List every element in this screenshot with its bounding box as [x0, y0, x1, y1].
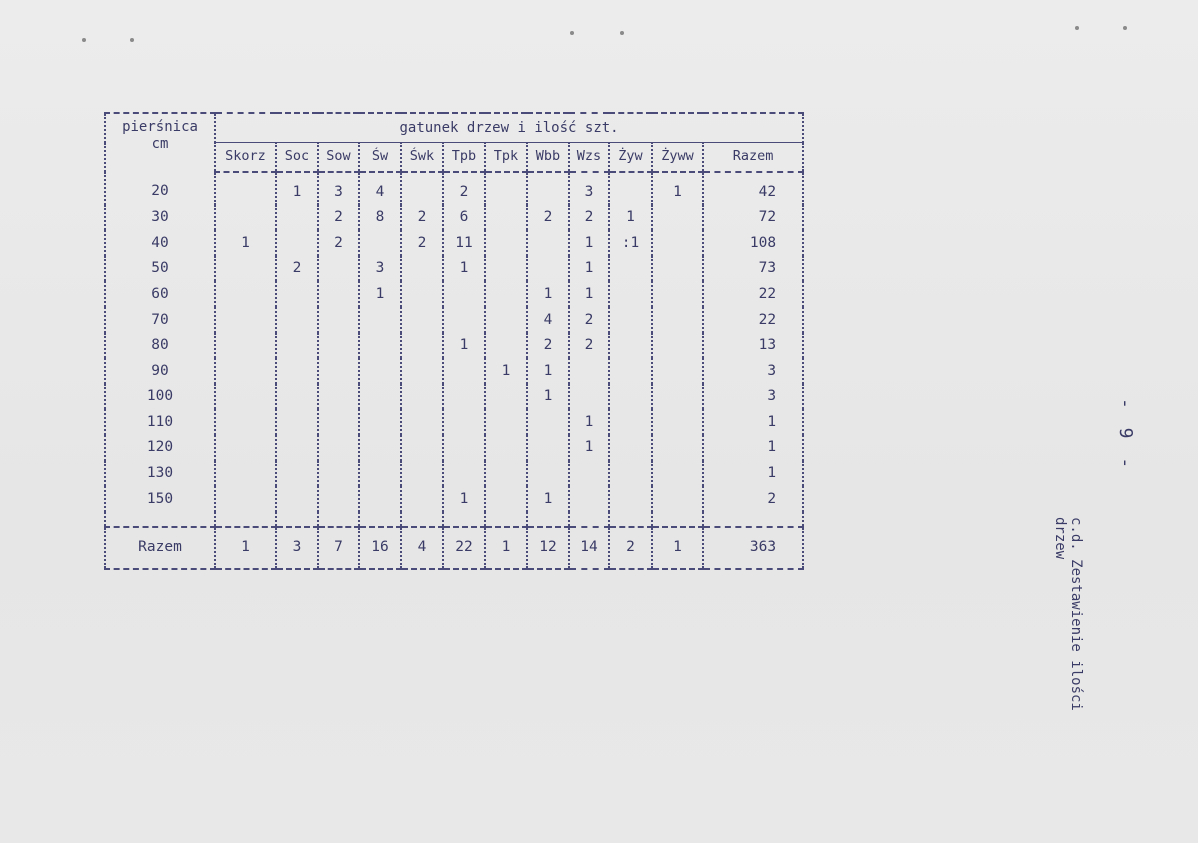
count-cell: [609, 486, 652, 512]
diameter-cell: 100: [105, 384, 215, 410]
count-cell: [652, 281, 703, 307]
count-cell: [215, 205, 276, 231]
count-cell: [215, 409, 276, 435]
spacer-cell: [276, 512, 318, 527]
count-cell: [527, 461, 569, 487]
table-row: [105, 409, 803, 435]
count-cell: [401, 435, 443, 461]
count-cell: [609, 256, 652, 282]
column-header-skorz: Skorz: [215, 143, 276, 173]
count-cell: 2: [569, 205, 609, 231]
row-total-cell: 2: [703, 486, 803, 512]
diameter-cell: 70: [105, 307, 215, 333]
count-cell: [485, 281, 527, 307]
table-row: [105, 307, 803, 333]
count-cell: [401, 486, 443, 512]
count-cell: [652, 333, 703, 359]
count-cell: [485, 205, 527, 231]
count-cell: [609, 307, 652, 333]
column-total-cell: 3: [276, 527, 318, 569]
count-cell: [276, 205, 318, 231]
total-label: Razem: [105, 527, 215, 569]
count-cell: [276, 486, 318, 512]
caption-line-1: c.d. Zestawienie ilości: [1068, 517, 1084, 711]
count-cell: [609, 384, 652, 410]
count-cell: [276, 461, 318, 487]
count-cell: 1: [215, 230, 276, 256]
count-cell: 1: [652, 172, 703, 205]
diameter-cell: 110: [105, 409, 215, 435]
count-cell: [652, 358, 703, 384]
count-cell: [318, 307, 359, 333]
count-cell: 8: [359, 205, 401, 231]
count-cell: [527, 172, 569, 205]
count-cell: [215, 256, 276, 282]
spacer-cell: [569, 512, 609, 527]
count-cell: [485, 230, 527, 256]
count-cell: [652, 230, 703, 256]
column-header-tpk: Tpk: [485, 143, 527, 173]
count-cell: 2: [318, 230, 359, 256]
row-total-cell: 13: [703, 333, 803, 359]
count-cell: [359, 307, 401, 333]
column-header-wbb: Wbb: [527, 143, 569, 173]
count-cell: [359, 461, 401, 487]
table-row: [105, 461, 803, 487]
count-cell: [443, 358, 485, 384]
count-cell: [527, 256, 569, 282]
count-cell: [652, 384, 703, 410]
row-total-cell: 1: [703, 409, 803, 435]
count-cell: [485, 256, 527, 282]
count-cell: [443, 435, 485, 461]
column-header-śwk: Śwk: [401, 143, 443, 173]
column-header-soc: Soc: [276, 143, 318, 173]
count-cell: [569, 486, 609, 512]
count-cell: [569, 358, 609, 384]
punch-mark: [1123, 26, 1127, 30]
count-cell: 4: [527, 307, 569, 333]
count-cell: 2: [318, 205, 359, 231]
count-cell: [318, 256, 359, 282]
punch-mark: [620, 31, 624, 35]
count-cell: 1: [276, 172, 318, 205]
count-cell: [443, 307, 485, 333]
column-total-cell: 1: [215, 527, 276, 569]
table-row: [105, 486, 803, 512]
table-row: [105, 435, 803, 461]
diameter-cell: 30: [105, 205, 215, 231]
row-total-cell: 73: [703, 256, 803, 282]
count-cell: [276, 230, 318, 256]
count-cell: [443, 384, 485, 410]
count-cell: 1: [569, 256, 609, 282]
count-cell: [359, 230, 401, 256]
tree-count-table: [104, 112, 804, 570]
spacer-cell: [359, 512, 401, 527]
count-cell: [609, 409, 652, 435]
table-row: [105, 358, 803, 384]
count-cell: [443, 461, 485, 487]
count-cell: [215, 281, 276, 307]
column-header-tpb: Tpb: [443, 143, 485, 173]
diameter-cell: 50: [105, 256, 215, 282]
count-cell: [485, 486, 527, 512]
count-cell: [401, 172, 443, 205]
diameter-header-label: pierśnica: [122, 119, 198, 135]
row-total-cell: 22: [703, 307, 803, 333]
count-cell: [485, 307, 527, 333]
column-total-cell: 1: [485, 527, 527, 569]
count-cell: [527, 230, 569, 256]
count-cell: [318, 384, 359, 410]
count-cell: 1: [527, 358, 569, 384]
count-cell: [485, 333, 527, 359]
total-row: [105, 527, 803, 569]
count-cell: [215, 307, 276, 333]
count-cell: 1: [569, 281, 609, 307]
spacer-cell: [609, 512, 652, 527]
count-cell: [401, 307, 443, 333]
row-total-cell: 3: [703, 384, 803, 410]
punch-mark: [1075, 26, 1079, 30]
count-cell: 1: [443, 486, 485, 512]
count-cell: [652, 461, 703, 487]
count-cell: 1: [609, 205, 652, 231]
count-cell: 2: [276, 256, 318, 282]
count-cell: [527, 409, 569, 435]
count-cell: [443, 409, 485, 435]
count-cell: [359, 384, 401, 410]
count-cell: [652, 486, 703, 512]
count-cell: [276, 358, 318, 384]
count-cell: [318, 486, 359, 512]
count-cell: [485, 384, 527, 410]
table-row: [105, 205, 803, 231]
spacer-cell: [215, 512, 276, 527]
count-cell: [215, 333, 276, 359]
row-total-cell: 42: [703, 172, 803, 205]
count-cell: [215, 358, 276, 384]
count-cell: [276, 435, 318, 461]
count-cell: [401, 281, 443, 307]
table-body: [105, 172, 803, 569]
count-cell: [276, 409, 318, 435]
count-cell: 1: [569, 435, 609, 461]
count-cell: 4: [359, 172, 401, 205]
count-cell: [318, 461, 359, 487]
count-cell: [401, 333, 443, 359]
spacer-cell: [401, 512, 443, 527]
column-header-żyww: Żyww: [652, 143, 703, 173]
column-total-cell: 16: [359, 527, 401, 569]
spacer-cell: [318, 512, 359, 527]
diameter-cell: 80: [105, 333, 215, 359]
spacer-cell: [105, 512, 215, 527]
count-cell: [401, 409, 443, 435]
count-cell: [359, 435, 401, 461]
count-cell: [318, 281, 359, 307]
column-total-cell: 7: [318, 527, 359, 569]
count-cell: 3: [318, 172, 359, 205]
count-cell: [485, 172, 527, 205]
row-total-cell: 1: [703, 435, 803, 461]
diameter-cell: 40: [105, 230, 215, 256]
row-total-cell: 1: [703, 461, 803, 487]
caption-line-2: drzew: [1052, 517, 1068, 560]
count-cell: [215, 461, 276, 487]
column-header-wzs: Wzs: [569, 143, 609, 173]
count-cell: [652, 435, 703, 461]
diameter-cell: 120: [105, 435, 215, 461]
count-cell: [569, 384, 609, 410]
column-total-cell: 1: [652, 527, 703, 569]
count-cell: [652, 205, 703, 231]
tree-count-table-wrapper: [104, 112, 802, 570]
count-cell: 1: [527, 486, 569, 512]
species-group-header: gatunek drzew i ilość szt.: [215, 113, 803, 143]
count-cell: 3: [569, 172, 609, 205]
punch-mark: [130, 38, 134, 42]
row-total-cell: 3: [703, 358, 803, 384]
count-cell: [485, 461, 527, 487]
punch-mark: [82, 38, 86, 42]
count-cell: 6: [443, 205, 485, 231]
count-cell: [652, 409, 703, 435]
count-cell: 1: [527, 281, 569, 307]
count-cell: [569, 461, 609, 487]
row-total-cell: 108: [703, 230, 803, 256]
count-cell: [276, 307, 318, 333]
column-total-cell: 22: [443, 527, 485, 569]
count-cell: 1: [359, 281, 401, 307]
column-header-św: Św: [359, 143, 401, 173]
diameter-unit-label: cm: [151, 136, 169, 152]
count-cell: 3: [359, 256, 401, 282]
table-row: [105, 384, 803, 410]
column-header-żyw: Żyw: [609, 143, 652, 173]
count-cell: [318, 435, 359, 461]
count-cell: [359, 409, 401, 435]
spacer-cell: [652, 512, 703, 527]
count-cell: 1: [443, 256, 485, 282]
count-cell: 2: [401, 230, 443, 256]
spacer-cell: [443, 512, 485, 527]
count-cell: 1: [443, 333, 485, 359]
count-cell: 1: [485, 358, 527, 384]
count-cell: 11: [443, 230, 485, 256]
count-cell: [276, 384, 318, 410]
count-cell: [401, 384, 443, 410]
grand-total-cell: 363: [703, 527, 803, 569]
row-total-cell: 72: [703, 205, 803, 231]
count-cell: 2: [569, 333, 609, 359]
count-cell: [318, 409, 359, 435]
spacer-cell: [703, 512, 803, 527]
count-cell: [359, 486, 401, 512]
column-total-cell: 12: [527, 527, 569, 569]
row-total-cell: 22: [703, 281, 803, 307]
spacer-row: [105, 512, 803, 527]
count-cell: [359, 333, 401, 359]
count-cell: [276, 281, 318, 307]
count-cell: [485, 435, 527, 461]
count-cell: [609, 333, 652, 359]
count-cell: [609, 358, 652, 384]
count-cell: [485, 409, 527, 435]
diameter-cell: 20: [105, 172, 215, 205]
count-cell: 2: [569, 307, 609, 333]
column-header-razem: Razem: [703, 143, 803, 173]
diameter-cell: 130: [105, 461, 215, 487]
count-cell: [652, 256, 703, 282]
column-header-sow: Sow: [318, 143, 359, 173]
count-cell: [401, 358, 443, 384]
count-cell: [276, 333, 318, 359]
count-cell: [401, 256, 443, 282]
count-cell: [609, 461, 652, 487]
count-cell: 2: [401, 205, 443, 231]
diameter-cell: 90: [105, 358, 215, 384]
count-cell: [215, 435, 276, 461]
table-row: [105, 333, 803, 359]
count-cell: [318, 358, 359, 384]
count-cell: [443, 281, 485, 307]
count-cell: 2: [527, 333, 569, 359]
diameter-cell: 150: [105, 486, 215, 512]
table-row: [105, 256, 803, 282]
count-cell: [609, 281, 652, 307]
table-row: [105, 230, 803, 256]
table-row: [105, 172, 803, 205]
count-cell: [652, 307, 703, 333]
count-cell: :1: [609, 230, 652, 256]
count-cell: [401, 461, 443, 487]
punch-mark: [570, 31, 574, 35]
column-total-cell: 4: [401, 527, 443, 569]
count-cell: [527, 435, 569, 461]
count-cell: [215, 172, 276, 205]
count-cell: 2: [443, 172, 485, 205]
spacer-cell: [485, 512, 527, 527]
column-total-cell: 14: [569, 527, 609, 569]
count-cell: [318, 333, 359, 359]
count-cell: [609, 435, 652, 461]
count-cell: [359, 358, 401, 384]
spacer-cell: [527, 512, 569, 527]
diameter-cell: 60: [105, 281, 215, 307]
count-cell: 1: [569, 409, 609, 435]
count-cell: 1: [527, 384, 569, 410]
table-row: [105, 281, 803, 307]
count-cell: 2: [527, 205, 569, 231]
count-cell: 1: [569, 230, 609, 256]
count-cell: [215, 384, 276, 410]
diameter-header: [105, 113, 215, 172]
page-number: - 9 -: [1115, 397, 1136, 473]
count-cell: [609, 172, 652, 205]
column-total-cell: 2: [609, 527, 652, 569]
side-caption: [1036, 517, 1084, 777]
count-cell: [215, 486, 276, 512]
